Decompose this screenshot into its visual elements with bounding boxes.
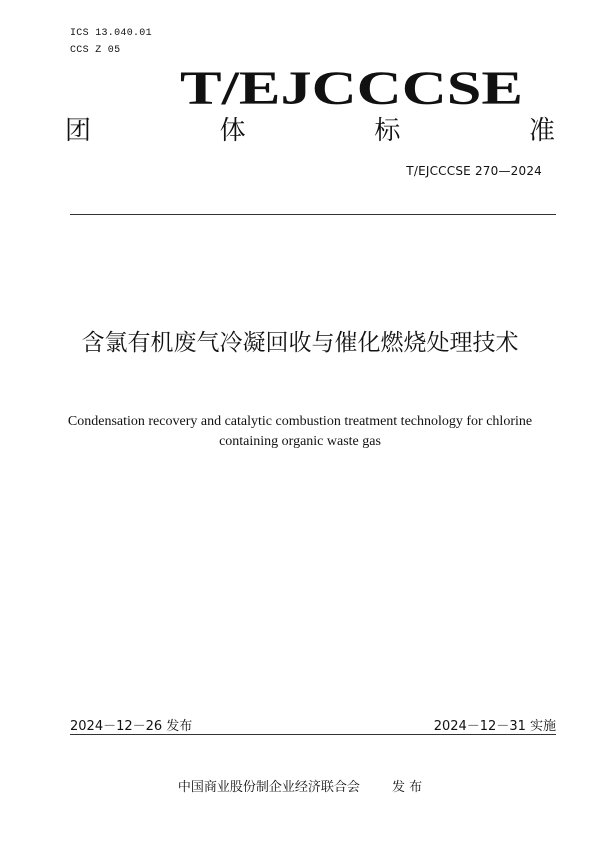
issuer-name: 中国商业股份制企业经济联合会 bbox=[177, 780, 360, 795]
standard-type-char: 团 bbox=[65, 116, 92, 146]
logo-text: T/EJCCCSE bbox=[180, 62, 523, 110]
ccs-code: CCS Z 05 bbox=[70, 45, 121, 56]
implement-date: 2024－12－31 实施 bbox=[433, 719, 556, 734]
standard-type-char: 体 bbox=[219, 116, 246, 146]
standard-number: T/EJCCCSE 270—2024 bbox=[406, 164, 542, 178]
publish-date: 2024－12－26 发布 bbox=[70, 719, 193, 734]
top-divider bbox=[70, 214, 556, 215]
standard-type-heading bbox=[65, 115, 555, 147]
document-title-en: Condensation recovery and catalytic combustion treatment technology for chlorine containing organic waste gas bbox=[67, 414, 533, 449]
standard-type-char: 准 bbox=[528, 116, 555, 146]
standard-type-char: 标 bbox=[374, 116, 401, 146]
organization-logo bbox=[180, 60, 525, 110]
issuer-line bbox=[0, 776, 600, 795]
bottom-divider bbox=[70, 734, 556, 735]
ics-code: ICS 13.040.01 bbox=[70, 28, 152, 39]
issue-label: 发 布 bbox=[392, 780, 423, 795]
document-title-zh: 含氯有机废气冷凝回收与催化燃烧处理技术 bbox=[81, 330, 519, 356]
